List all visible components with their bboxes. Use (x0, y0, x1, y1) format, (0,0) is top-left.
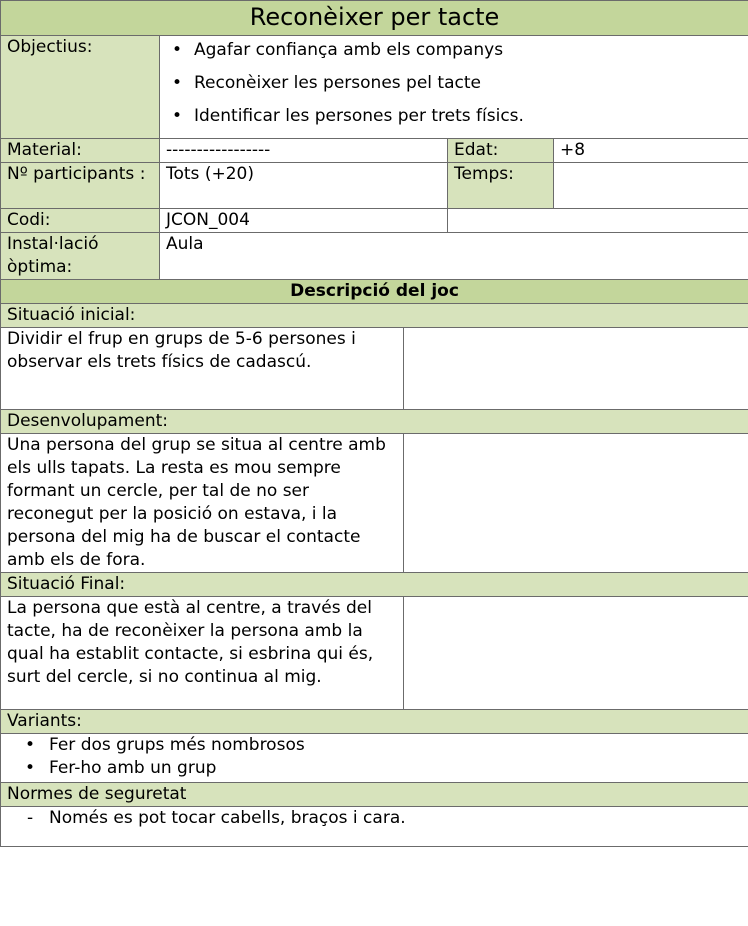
desenvolupament-label: Desenvolupament: (1, 410, 748, 434)
situacio-inicial-empty (404, 328, 748, 410)
codi-label: Codi: (1, 209, 160, 233)
objectius-list-cell (160, 36, 748, 139)
sheet-title: Reconèixer per tacte (1, 1, 748, 36)
situacio-final-label: Situació Final: (1, 573, 748, 597)
objectiu-item: • Agafar confiança amb els companys (172, 40, 504, 60)
normes-list-cell (1, 807, 748, 847)
variant-item: • Fer-ho amb un grup (25, 758, 217, 778)
objectiu-item: • Reconèixer les persones pel tacte (172, 73, 481, 93)
variant-item: • Fer dos grups més nombrosos (25, 735, 305, 755)
objectiu-item: • Identificar les persones per trets físics. (172, 106, 524, 126)
descripcio-header: Descripció del joc (1, 280, 748, 304)
normes-label: Normes de seguretat (1, 783, 748, 807)
objectius-label: Objectius: (1, 36, 160, 139)
normes-list (1, 807, 748, 830)
edat-label: Edat: (448, 139, 554, 163)
bullet-icon: • (172, 73, 183, 93)
edat-value: +8 (554, 139, 748, 163)
codi-empty-cell (448, 209, 748, 233)
codi-value: JCON_004 (160, 209, 448, 233)
variants-label: Variants: (1, 710, 748, 734)
installacio-value: Aula (160, 233, 748, 280)
participants-value: Tots (+20) (160, 163, 448, 209)
bullet-icon: • (25, 735, 36, 755)
temps-label: Temps: (448, 163, 554, 209)
participants-label: Nº participants : (1, 163, 160, 209)
variants-list (1, 734, 748, 780)
situacio-inicial-label: Situació inicial: (1, 304, 748, 328)
objectius-list (166, 39, 742, 128)
temps-value (554, 163, 748, 209)
dash-icon: - (27, 808, 34, 828)
bullet-icon: • (172, 106, 183, 126)
material-label: Material: (1, 139, 160, 163)
situacio-inicial-text: Dividir el frup en grups de 5-6 persones i observar els trets físics de cadascú. (1, 328, 404, 410)
installacio-label: Instal·lació òptima: (1, 233, 160, 280)
situacio-final-empty (404, 597, 748, 710)
variants-list-cell (1, 734, 748, 783)
material-value: ----------------- (160, 139, 448, 163)
bullet-icon: • (172, 40, 183, 60)
bullet-icon: • (25, 758, 36, 778)
desenvolupament-text: Una persona del grup se situa al centre amb els ulls tapats. La resta es mou sempre formant un cercle, per tal de no ser reconegut per la posició on estava, i la persona del mig ha de buscar el contacte amb els de fora. (1, 434, 404, 573)
norma-item: - Només es pot tocar cabells, braços i cara. (27, 808, 406, 828)
desenvolupament-empty (404, 434, 748, 573)
situacio-final-text: La persona que està al centre, a través del tacte, ha de reconèixer la persona amb la qual ha establit contacte, si esbrina qui és, surt del cercle, si no continua al mig. (1, 597, 404, 710)
